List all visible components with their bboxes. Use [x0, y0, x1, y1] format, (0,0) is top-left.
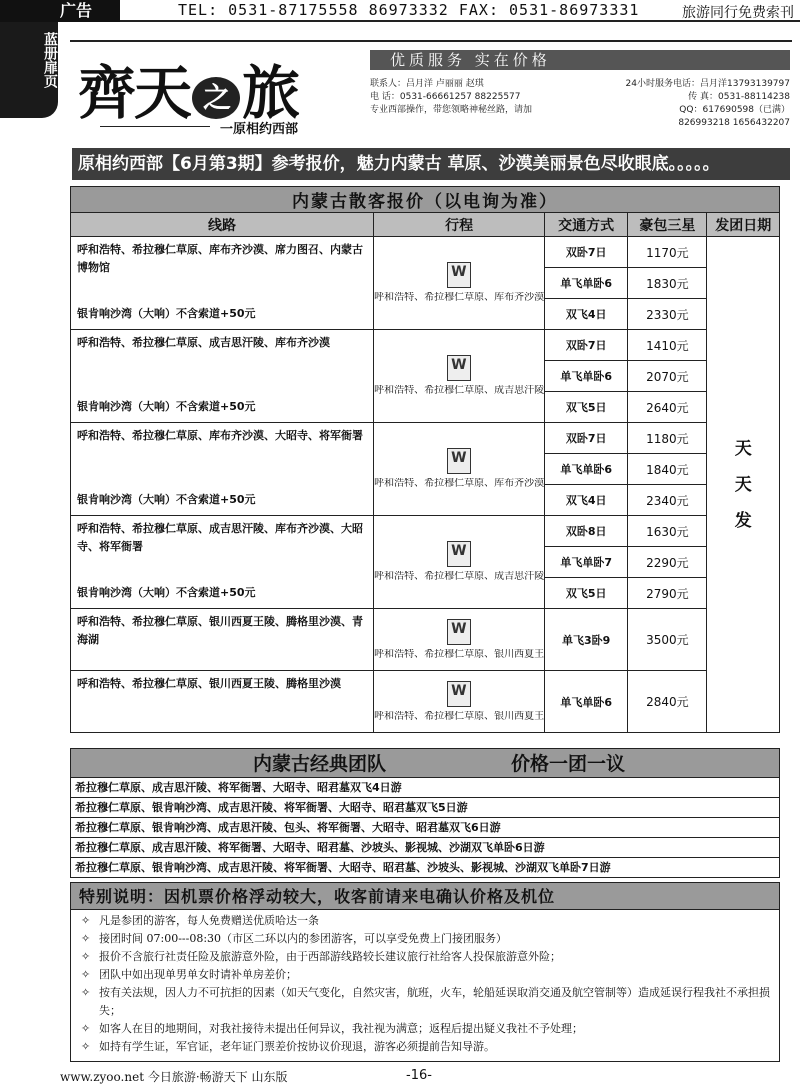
note-text: 如客人在目的地期间，对我社接待未提出任何异议，我社视为满意；返程后提出疑义我社不予处理； — [99, 1022, 583, 1035]
itinerary-filename: 呼和浩特、希拉穆仁草原、库布齐沙漠 — [374, 478, 545, 489]
agency-logo — [70, 42, 360, 142]
route-main: 呼和浩特、希拉穆仁草原、库布齐沙漠、大昭寺、将军衙署 — [77, 429, 363, 442]
note-item — [75, 1038, 775, 1056]
magazine-title: 旅游同行免费索刊 — [682, 5, 794, 21]
word-document-icon[interactable] — [447, 355, 471, 381]
group-tours-heading: 内蒙古经典团队 — [253, 753, 387, 775]
price-value: 1630元 — [628, 516, 707, 547]
route-description — [71, 237, 374, 330]
itinerary-cell[interactable] — [374, 423, 545, 516]
transport-mode: 单飞单卧7 — [545, 547, 628, 578]
itinerary-cell[interactable] — [374, 237, 545, 330]
logo-subtitle: 一原相约西部 — [220, 122, 299, 137]
transport-mode: 双飞4日 — [545, 299, 628, 330]
route-main: 呼和浩特、希拉穆仁草原、成吉思汗陵、库布齐沙漠、大昭寺、将军衙署 — [77, 522, 363, 553]
route-banner: 原相约西部【6月第3期】参考报价，魅力内蒙古 草原、沙漠美丽景色尽收眼底。。。。。 — [72, 148, 790, 180]
price-row — [71, 237, 780, 268]
note-text: 接团时间 07:00---08:30（市区二环以内的参团游客，可以享受免费上门接团服务） — [99, 932, 508, 945]
note-item — [75, 984, 775, 1020]
group-tour-item: 希拉穆仁草原、成吉思汗陵、将军衙署、大昭寺、昭君墓、沙坡头、影视城、沙湖双飞单卧6日游 — [70, 838, 780, 858]
qq-1: QQ：617690598（已满） — [679, 105, 790, 115]
itinerary-filename: 呼和浩特、希拉穆仁草原、成吉思汗陵 — [374, 385, 545, 396]
word-document-icon[interactable] — [447, 448, 471, 474]
transport-mode: 双飞5日 — [545, 578, 628, 609]
itinerary-filename: 呼和浩特、希拉穆仁草原、库布齐沙漠 — [374, 292, 545, 303]
itinerary-filename: 呼和浩特、希拉穆仁草原、银川西夏王 — [374, 648, 545, 660]
header-route: 线路 — [71, 213, 374, 237]
fax: 传 真：0531-88114238 — [688, 92, 790, 102]
hotline: 24小时服务电话：吕月洋13793139797 — [625, 79, 790, 89]
group-tour-item: 希拉穆仁草原、银肯响沙湾、成吉思汗陵、包头、将军衙署、大昭寺、昭君墓双飞6日游 — [70, 818, 780, 838]
transport-mode: 双卧7日 — [545, 423, 628, 454]
price-value: 2840元 — [628, 671, 707, 733]
itinerary-filename: 呼和浩特、希拉穆仁草原、银川西夏王 — [374, 710, 545, 722]
transport-mode: 单飞单卧6 — [545, 361, 628, 392]
departure-char: 发 — [734, 510, 752, 531]
price-row — [71, 609, 780, 671]
price-value: 1840元 — [628, 454, 707, 485]
note-text: 按有关法规，因人力不可抗拒的因素（如天气变化，自然灾害，航班，火车，轮船延误取消交通及航空管制等）造成延误行程我社不承担损失； — [99, 986, 770, 1017]
route-main: 呼和浩特、希拉穆仁草原、银川西夏王陵、腾格里沙漠 — [77, 677, 341, 690]
itinerary-cell[interactable] — [374, 516, 545, 609]
price-table — [70, 186, 780, 733]
route-extra: 银肯响沙湾（大响）不含索道+50元 — [77, 493, 256, 506]
agency-header — [70, 40, 792, 140]
route-extra: 银肯响沙湾（大响）不含索道+50元 — [77, 586, 256, 599]
note-text: 凡是参团的游客，每人免费赠送优质哈达一条 — [99, 914, 319, 927]
route-description — [71, 516, 374, 609]
itinerary-cell[interactable] — [374, 671, 545, 733]
diamond-bullet-icon: ✧ — [81, 1022, 91, 1035]
ad-label: 广告 — [0, 0, 120, 22]
word-document-icon[interactable] — [447, 262, 471, 288]
group-tour-item: 希拉穆仁草原、银肯响沙湾、成吉思汗陵、将军衙署、大昭寺、昭君墓、沙坡头、影视城、沙湖双飞单卧7日游 — [70, 858, 780, 878]
itinerary-filename: 呼和浩特、希拉穆仁草原、成吉思汗陵 — [374, 571, 545, 582]
transport-mode: 双卧7日 — [545, 237, 628, 268]
route-main: 呼和浩特、希拉穆仁草原、成吉思汗陵、库布齐沙漠 — [77, 336, 330, 349]
price-value: 2790元 — [628, 578, 707, 609]
price-value: 1180元 — [628, 423, 707, 454]
route-description — [71, 330, 374, 423]
header-depart: 发团日期 — [707, 213, 780, 237]
transport-mode: 单飞单卧6 — [545, 671, 628, 733]
note-item — [75, 966, 775, 984]
note-text: 团队中如出现单男单女时请补单房差价； — [99, 968, 297, 981]
price-value: 2330元 — [628, 299, 707, 330]
group-tours-list — [70, 778, 780, 878]
footer-site: www.zyoo.net 今日旅游·畅游天下 山东版 — [60, 1070, 288, 1084]
note-text: 报价不含旅行社责任险及旅游意外险，由于西部游线路较长建议旅行社给客人投保旅游意外险； — [99, 950, 561, 963]
price-row — [71, 671, 780, 733]
route-description — [71, 423, 374, 516]
header-transport: 交通方式 — [545, 213, 628, 237]
transport-mode: 双飞4日 — [545, 485, 628, 516]
itinerary-cell[interactable] — [374, 330, 545, 423]
phone: 电 话：0531-66661257 88225577 — [370, 92, 521, 102]
transport-mode: 单飞3卧9 — [545, 609, 628, 671]
logo-part-1: 齊天 — [78, 59, 191, 127]
transport-mode: 双卧8日 — [545, 516, 628, 547]
logo-divider — [100, 126, 210, 127]
route-extra: 银肯响沙湾（大响）不含索道+50元 — [77, 400, 256, 413]
route-description — [71, 671, 374, 733]
group-tours-title — [70, 748, 780, 778]
service-note: 专业西部操作，带您领略神秘丝路，请加 — [370, 105, 533, 115]
transport-mode: 双飞5日 — [545, 392, 628, 423]
side-section-tab: 蓝册扉页 — [0, 22, 58, 118]
top-ad-bar — [0, 0, 800, 22]
page-number: -16- — [406, 1068, 432, 1083]
note-item — [75, 1020, 775, 1038]
transport-mode: 双卧7日 — [545, 330, 628, 361]
diamond-bullet-icon: ✧ — [81, 950, 91, 963]
price-value: 1830元 — [628, 268, 707, 299]
transport-mode: 单飞单卧6 — [545, 268, 628, 299]
diamond-bullet-icon: ✧ — [81, 932, 91, 945]
price-table-title: 内蒙古散客报价（以电询为准） — [71, 187, 780, 213]
transport-mode: 单飞单卧6 — [545, 454, 628, 485]
departure-char: 天 — [734, 438, 752, 459]
price-row — [71, 516, 780, 547]
diamond-bullet-icon: ✧ — [81, 968, 91, 981]
price-value: 2070元 — [628, 361, 707, 392]
diamond-bullet-icon: ✧ — [81, 1040, 91, 1053]
note-item — [75, 930, 775, 948]
itinerary-cell[interactable] — [374, 609, 545, 671]
logo-part-2: 之 — [192, 77, 240, 119]
price-row — [71, 330, 780, 361]
special-notes-title: 特别说明：因机票价格浮动较大，收客前请来电确认价格及机位 — [70, 882, 780, 910]
price-value: 2340元 — [628, 485, 707, 516]
group-tour-item: 希拉穆仁草原、成吉思汗陵、将军衙署、大昭寺、昭君墓双飞4日游 — [70, 778, 780, 798]
contact-numbers: TEL: 0531-87175558 86973332 FAX: 0531-86973331 — [178, 1, 640, 19]
diamond-bullet-icon: ✧ — [81, 914, 91, 927]
word-document-icon[interactable] — [447, 541, 471, 567]
note-item — [75, 948, 775, 966]
route-main: 呼和浩特、希拉穆仁草原、银川西夏王陵、腾格里沙漠、青海湖 — [77, 615, 363, 646]
route-extra: 银肯响沙湾（大响）不含索道+50元 — [77, 307, 256, 320]
word-document-icon[interactable] — [447, 681, 471, 707]
contact-persons: 联系人：吕月洋 卢丽丽 赵琪 — [370, 79, 484, 89]
word-document-icon[interactable] — [447, 619, 471, 645]
note-item — [75, 912, 775, 930]
departure-char: 天 — [734, 474, 752, 495]
group-tour-item: 希拉穆仁草原、银肯响沙湾、成吉思汗陵、将军衙署、大昭寺、昭君墓双飞5日游 — [70, 798, 780, 818]
qq-2: 826993218 1656432207 — [678, 118, 790, 128]
price-value: 1410元 — [628, 330, 707, 361]
departure-schedule — [707, 237, 780, 733]
note-text: 如持有学生证，军官证，老年证门票差价按协议价现退，游客必须提前告知导游。 — [99, 1040, 495, 1053]
logo-part-3: 旅 — [242, 59, 299, 127]
group-tours-price-note: 价格一团一议 — [511, 753, 626, 775]
slogan: 优质服务 实在价格 — [370, 50, 790, 70]
route-description — [71, 609, 374, 671]
diamond-bullet-icon: ✧ — [81, 986, 91, 999]
price-value: 2290元 — [628, 547, 707, 578]
price-value: 3500元 — [628, 609, 707, 671]
special-notes — [70, 910, 780, 1062]
price-value: 2640元 — [628, 392, 707, 423]
header-price: 豪包三星 — [628, 213, 707, 237]
price-row — [71, 423, 780, 454]
header-itinerary: 行程 — [374, 213, 545, 237]
price-value: 1170元 — [628, 237, 707, 268]
route-main: 呼和浩特、希拉穆仁草原、库布齐沙漠、席力图召、内蒙古博物馆 — [77, 243, 363, 274]
contact-info — [370, 78, 790, 130]
